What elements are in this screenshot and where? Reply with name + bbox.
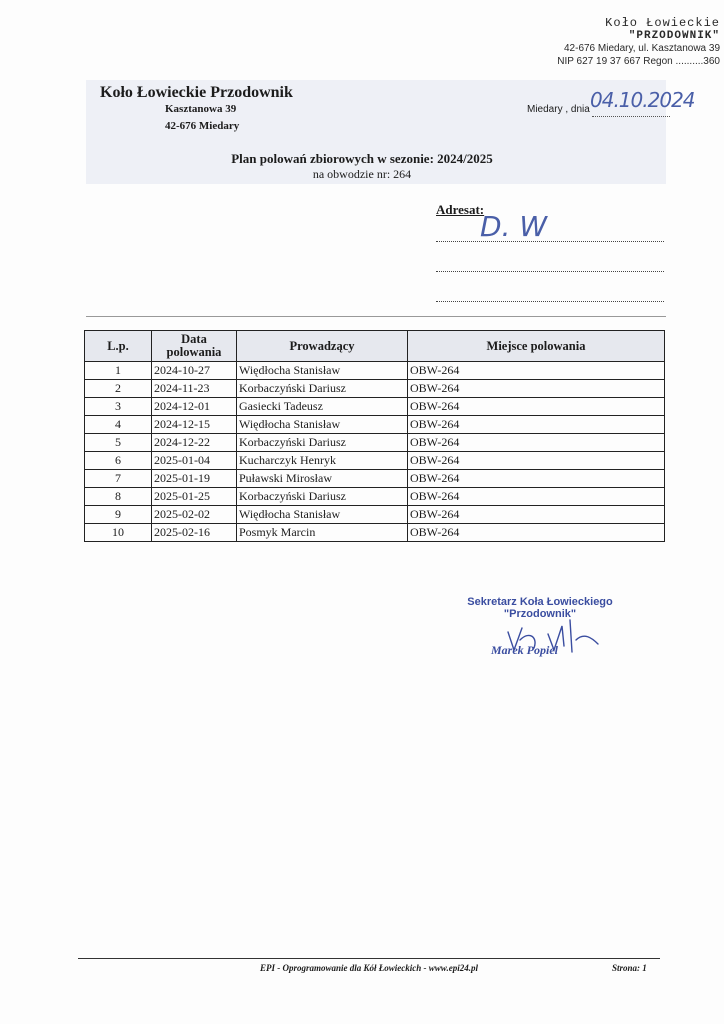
row-date: 2025-01-25: [152, 488, 237, 506]
row-leader: Puławski Mirosław: [237, 470, 408, 488]
table-row: [85, 470, 665, 488]
row-date: 2025-02-16: [152, 524, 237, 542]
addressee-line-3: [436, 301, 664, 302]
row-date: 2025-01-04: [152, 452, 237, 470]
table-row: [85, 416, 665, 434]
row-place: OBW-264: [408, 452, 665, 470]
signature-title-line2: "Przodownik": [503, 608, 577, 620]
row-leader: Więdłocha Stanisław: [237, 362, 408, 380]
footer-text: EPI - Oprogramowanie dla Kół Łowieckich - www.epi24.pl: [260, 963, 478, 973]
footer-line: [78, 958, 660, 959]
plan-title: Plan polowań zbiorowych w sezonie: 2024/2025: [231, 151, 493, 166]
stamp-line-4: NIP 627 19 37 667 Regon ..........360: [557, 56, 720, 67]
organization-street: Kasztanowa 39: [165, 103, 237, 115]
row-lp: 2: [85, 380, 152, 398]
row-lp: 8: [85, 488, 152, 506]
row-leader: Kucharczyk Henryk: [237, 452, 408, 470]
row-leader: Więdłocha Stanisław: [237, 416, 408, 434]
row-date: 2024-11-23: [152, 380, 237, 398]
row-lp: 3: [85, 398, 152, 416]
row-leader: Więdłocha Stanisław: [237, 506, 408, 524]
table-row: [85, 398, 665, 416]
row-lp: 7: [85, 470, 152, 488]
row-lp: 5: [85, 434, 152, 452]
header-place: Miejsce polowania: [408, 331, 665, 362]
signature-title-line1: Sekretarz Koła Łowieckiego: [467, 596, 613, 608]
row-date: 2024-12-15: [152, 416, 237, 434]
table-row: [85, 434, 665, 452]
row-leader: Korbaczyński Dariusz: [237, 488, 408, 506]
row-place: OBW-264: [408, 416, 665, 434]
table-row: [85, 506, 665, 524]
row-place: OBW-264: [408, 488, 665, 506]
handwritten-date: 04.10.2024: [590, 88, 695, 112]
table-header-row: [85, 331, 665, 362]
row-place: OBW-264: [408, 398, 665, 416]
row-place: OBW-264: [408, 524, 665, 542]
row-lp: 9: [85, 506, 152, 524]
signature-name: Marek Popiel: [491, 643, 558, 657]
row-date: 2025-02-02: [152, 506, 237, 524]
table-row: [85, 362, 665, 380]
table-row: [85, 380, 665, 398]
separator-line: [86, 316, 666, 317]
row-date: 2025-01-19: [152, 470, 237, 488]
header-date-line2: polowania: [166, 345, 222, 359]
row-lp: 10: [85, 524, 152, 542]
row-place: OBW-264: [408, 362, 665, 380]
row-place: OBW-264: [408, 470, 665, 488]
table-row: [85, 452, 665, 470]
stamp-line-1: Koło Łowieckie: [605, 16, 720, 30]
addressee-line-2: [436, 271, 664, 272]
header-date: [152, 331, 237, 362]
table-row: [85, 488, 665, 506]
row-lp: 6: [85, 452, 152, 470]
header-leader: Prowadzący: [237, 331, 408, 362]
row-place: OBW-264: [408, 380, 665, 398]
row-date: 2024-12-01: [152, 398, 237, 416]
row-date: 2024-12-22: [152, 434, 237, 452]
row-leader: Korbaczyński Dariusz: [237, 434, 408, 452]
addressee-line-1: [436, 241, 664, 242]
header-lp: L.p.: [85, 331, 152, 362]
row-date: 2024-10-27: [152, 362, 237, 380]
footer-page-number: Strona: 1: [612, 963, 647, 973]
addressee-handwritten: D. W: [480, 210, 548, 243]
organization-city: 42-676 Miedary: [165, 120, 240, 132]
header-date-line1: Data: [181, 332, 207, 346]
row-place: OBW-264: [408, 506, 665, 524]
row-leader: Gasiecki Tadeusz: [237, 398, 408, 416]
row-leader: Korbaczyński Dariusz: [237, 380, 408, 398]
stamp-line-3: 42-676 Miedary, ul. Kasztanowa 39: [563, 43, 720, 54]
organization-name: Koło Łowieckie Przodownik: [100, 84, 293, 101]
organization-stamp: [520, 16, 720, 68]
place-date-label: Miedary , dnia: [527, 104, 590, 115]
addressee-label: Adresat:: [436, 202, 485, 217]
stamp-line-2: "PRZODOWNIK": [628, 30, 720, 42]
row-leader: Posmyk Marcin: [237, 524, 408, 542]
row-lp: 4: [85, 416, 152, 434]
row-place: OBW-264: [408, 434, 665, 452]
hunt-plan-table: [84, 330, 665, 542]
row-lp: 1: [85, 362, 152, 380]
plan-subtitle: na obwodzie nr: 264: [312, 167, 412, 181]
table-row: [85, 524, 665, 542]
